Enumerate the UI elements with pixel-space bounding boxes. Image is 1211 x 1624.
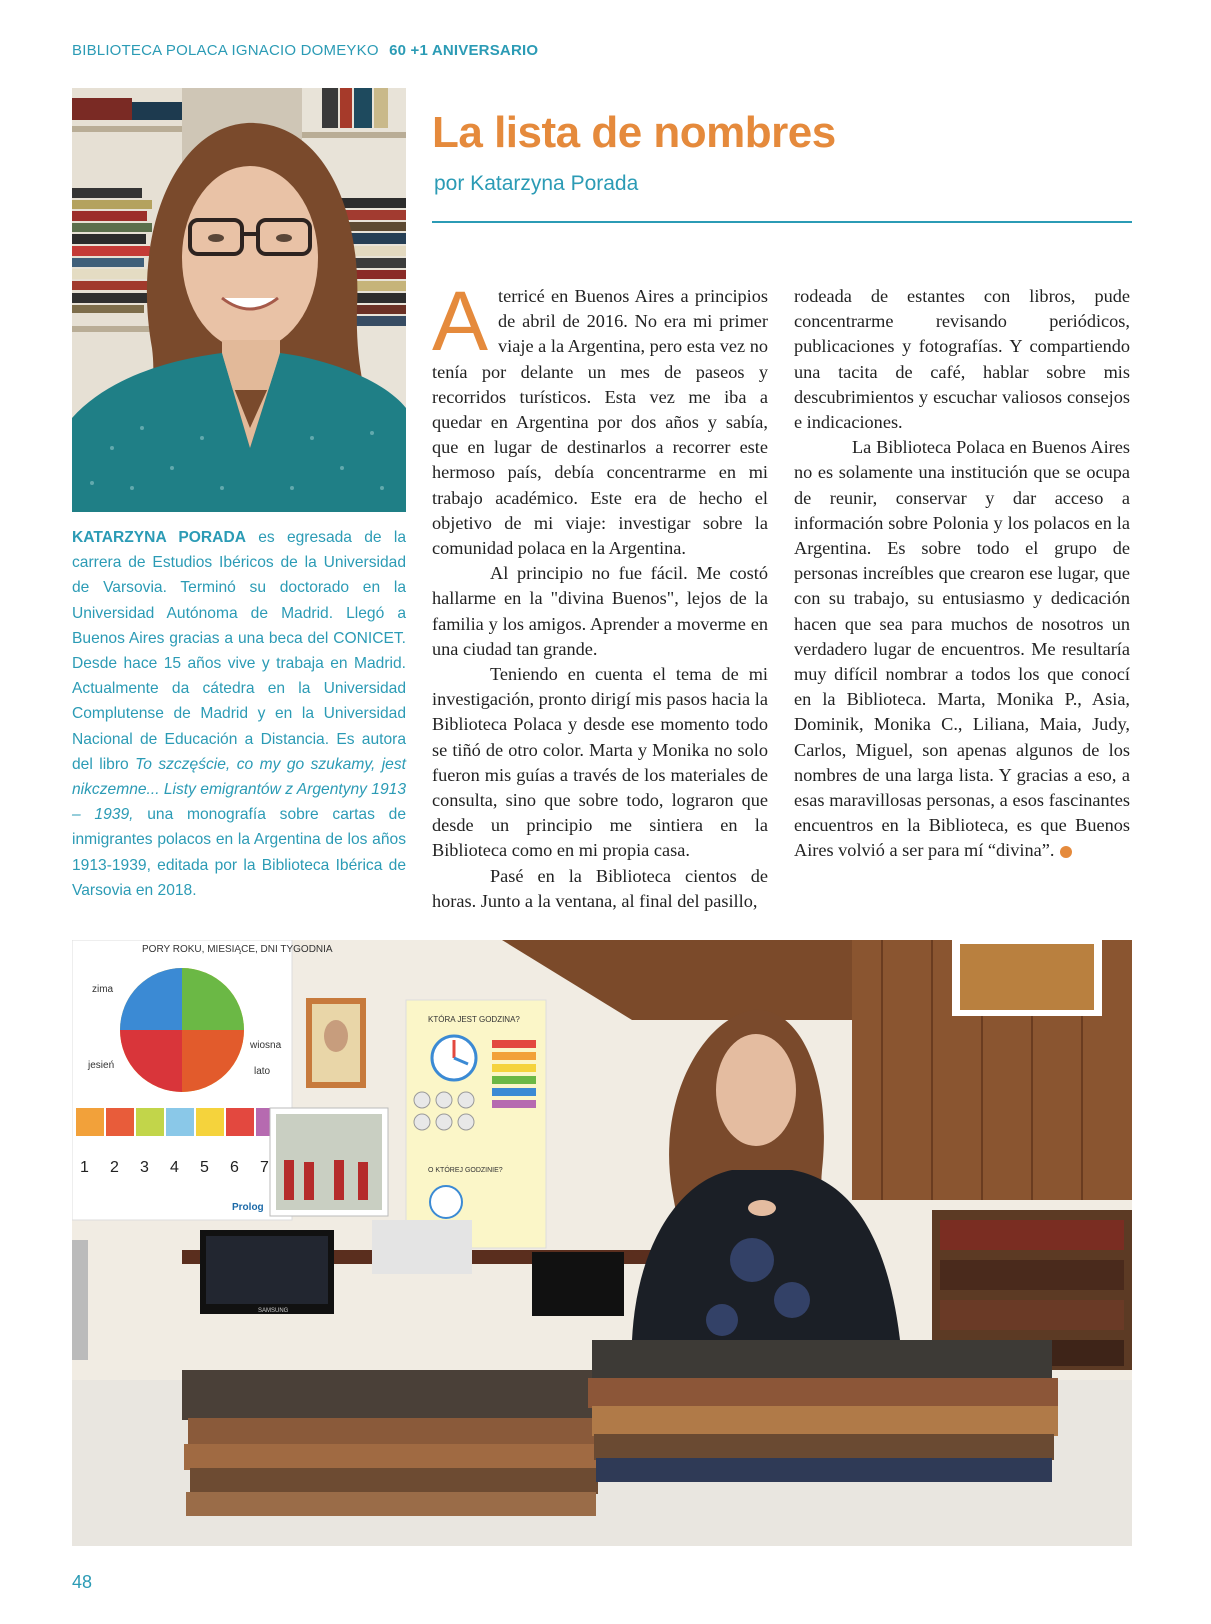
article-paragraph: Teniendo en cuenta el tema de mi investigación, pronto dirigí mis pasos hacia la Biblioteca Polaca y desde ese momento todo se tiñó de otro color. Marta y Monika no solo fueron mis guías a través de los materiales de consulta, sino que sobre todo, lograron que desde un principio me sintiera en la Biblioteca como en mi propia casa. (432, 664, 768, 861)
final-paragraph-text: La Biblioteca Polaca en Buenos Aires no es solamente una institución que se ocupa de reunir, conservar y dar acceso a información sobre Polonia y los polacos en la Argentina. Es sobre todo el grupo de personas increíbles que crearon ese lugar, que con su trabajo, su entusiasmo y dedicación hacen que sea para muchos de nosotros un verdadero lugar de encuentros. Me resultaría muy difícil nombrar a todos los que conocí en la Biblioteca. Marta, Monika P., Asia, Dominik, Monika C., Liliana, Maia, Judy, Carlos, Miguel, son apenas algunos de los nombres de una larga lista. Y gracias a eso, a esas maravillosas personas, a esos fascinantes encuentros en la Biblioteca, es que Buenos Aires volvió a ser para mí “divina”. (794, 437, 1130, 861)
author-portrait-illustration (72, 88, 406, 512)
poster-title: PORY ROKU, MIESIĄCE, DNI TYGODNIA (142, 944, 333, 955)
title-divider (432, 221, 1132, 223)
monitor-brand: SAMSUNG (258, 1308, 289, 1314)
day-number: 4 (170, 1159, 179, 1176)
article-paragraph: Al principio no fue fácil. Me costó hallarme en la "divina Buenos", lejos de la familia y los amigos. Aprender a moverme en una ciudad tan grande. (432, 563, 768, 659)
article-column-1 (432, 274, 768, 914)
page-number: 48 (72, 1572, 93, 1592)
article-paragraph (794, 435, 1130, 863)
season-spring-label: wiosna (250, 1040, 282, 1051)
article-paragraph: Pasé en la Biblioteca cientos de horas. Junto a la ventana, al final del pasillo, (432, 865, 768, 911)
first-paragraph-text: terricé en Buenos Aires a principios de abril de 2016. No era mi primer viaje a la Argentina, pero esta vez no tenía por delante un mes de paseos y recorridos turísticos. Esta vez me iba a quedar en Argentina por dos años y sabía, que en lugar de destinarlos a recorrer este hermoso país, debía concentrarme en mi trabajo académico. Este era de hecho el objetivo de mi viaje: investigar sobre la comunidad polaca en la Argentina. (432, 286, 768, 559)
article-column-2 (794, 284, 1130, 864)
article-title: La lista de nombres (432, 108, 836, 157)
clock-poster-title: KTÓRA JEST GODZINA? (428, 1015, 520, 1024)
header-publication: BIBLIOTECA POLACA IGNACIO DOMEYKO (72, 42, 379, 59)
library-photo (72, 940, 1132, 1546)
article-paragraph: rodeada de estantes con libros, pude concentrarme revisando periódicos, publicaciones y fotografías. Y compartiendo una tacita de café, hablar sobre mis descubrimientos y escuchar valiosos consejos e indicaciones. (794, 286, 1130, 433)
season-winter-label: zima (92, 984, 114, 995)
author-portrait-photo (72, 88, 406, 512)
day-number: 3 (140, 1159, 149, 1176)
author-bio (72, 525, 406, 903)
season-autumn-label: jesień (88, 1060, 115, 1071)
season-summer-label: lato (254, 1066, 271, 1077)
poster-brand: Prolog (232, 1202, 264, 1213)
bio-author-name: KATARZYNA PORADA (72, 529, 246, 546)
end-mark-icon (1060, 846, 1072, 858)
day-number: 2 (110, 1159, 119, 1176)
running-header (72, 42, 538, 59)
library-scene-illustration (72, 940, 1132, 1546)
day-number: 1 (80, 1159, 89, 1176)
bio-text: es egresada de la carrera de Estudios Ibéricos de la Universidad de Varsovia. Terminó su doctorado en la Universidad Autónoma de Madrid. Llegó a Buenos Aires gracias a una beca del CONICET. Desde hace 15 años vive y trabaja en Madrid. Actualmente da cátedra en la Universidad Complutense de Madrid y en la Universidad Nacional de Educación a Distancia. Es autora del libro (72, 529, 406, 773)
day-number: 5 (200, 1159, 209, 1176)
bio-text-end: una monografía sobre cartas de inmigrantes polacos en la Argentina de los años 1913-1939, editada por la Biblioteca Ibérica de Varsovia en 2018. (72, 806, 406, 899)
day-number: 6 (230, 1159, 239, 1176)
article-paragraph (432, 274, 768, 561)
article-byline: por Katarzyna Porada (434, 172, 639, 195)
clock-poster-subtitle: O KTÓREJ GODZINIE? (428, 1167, 503, 1174)
day-number: 7 (260, 1159, 269, 1176)
bio-book-title: To szczęście, co my go szukamy, jest nikczemne... Listy emigrantów z Argentyny 1913 – 1939, (72, 755, 406, 824)
header-anniversary: 60 +1 ANIVERSARIO (389, 42, 539, 59)
drop-cap: A (432, 274, 489, 368)
